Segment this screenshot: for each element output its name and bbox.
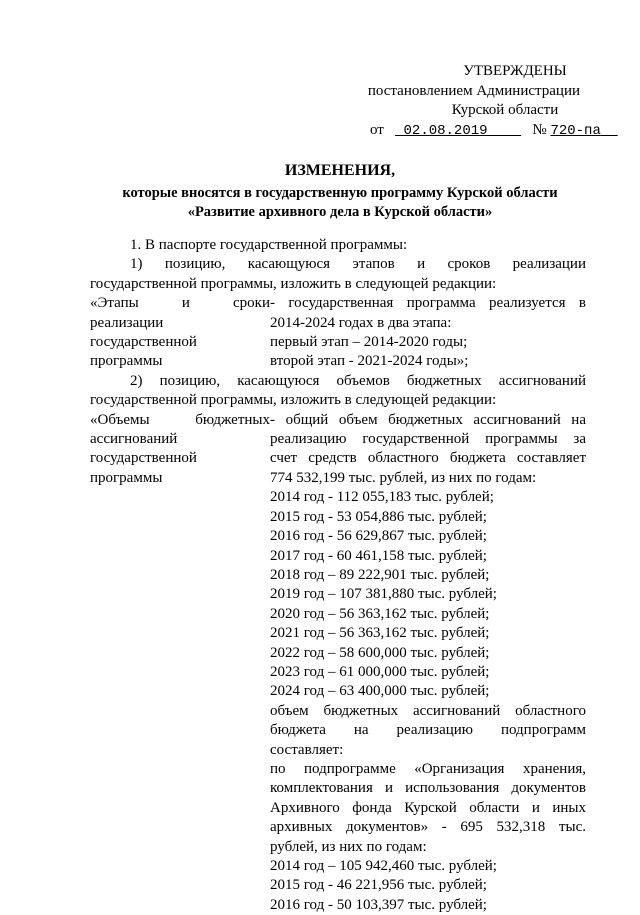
item-2-intro-cont: государственной программы, изложить в следующей редакции: — [90, 392, 497, 409]
item-2-intro: 2) позицию, касающуюся объемов бюджетных ассигнований — [130, 372, 586, 389]
item-2-right-cell: - общий объем бюджетных ассигнований на реализацию государственной программы за счет средств областного бюджета составляет 774 532,199 тыс. рублей, из них по годам: 2014 год - 112 055,183 тыс. рублей; 2015 год - 53 054,886 тыс. рублей; 2016 год - 56 629,867 тыс. рублей; 2017 год - 60 461,158 тыс. рублей; 2018 год – 89 222,901 тыс. рублей; 2019 год – 107 381,880 тыс. рублей; 2020 год – 56 363,162 тыс. рублей; 2021 год – 56 363,162 тыс. рублей; 2022 год – 58 600,000 тыс. рублей; 2023 год – 61 000,000 тыс. рублей; 2024 год – 63 400,000 тыс. рублей; объем бюджетных ассигнований областного бюджета на реализацию подпрограмм составляет: по подпрограмме «Организация хранения, комплектования и использования документов Архивного фонда Курской области и иных архивных документов» - 695 532,318 тыс. рублей, из них по годам: 2014 год – 105 942,460 тыс. рублей; 2015 год - 46 221,956 тыс. рублей; 2016 год - 50 103,397 тыс. рублей; — [270, 411, 586, 915]
document-body — [90, 236, 586, 915]
approval-block — [360, 62, 610, 141]
subprog-year-line: 2015 год - 46 221,956 тыс. рублей; — [270, 877, 487, 894]
item-2-table — [90, 411, 586, 915]
subtitle-line-1: которые вносятся в государственную программу Курской области — [122, 185, 558, 201]
item-1-table — [90, 294, 586, 372]
subprog-year-line: 2016 год - 50 103,397 тыс. рублей; — [270, 896, 487, 913]
changes-subtitle — [90, 184, 590, 222]
year-line: 2021 год – 56 363,162 тыс. рублей; — [270, 625, 490, 642]
item-1-intro-cont: государственной программы, изложить в следующей редакции: — [90, 275, 497, 292]
item-1-left-cell: «Этапы и сроки реализации государственной программы — [90, 295, 270, 370]
item-1-right-cell: - государственная программа реализуется в 2014-2024 годах в два этапа: первый этап – 2014-2020 годы; второй этап - 2021-2024 годы»; — [270, 295, 586, 370]
year-line: 2014 год - 112 055,183 тыс. рублей; — [270, 489, 494, 506]
year-line: 2016 год - 56 629,867 тыс. рублей; — [270, 528, 487, 545]
year-line: 2023 год – 61 000,000 тыс. рублей; — [270, 663, 490, 680]
year-line: 2017 год - 60 461,158 тыс. рублей; — [270, 547, 487, 564]
year-line: 2019 год – 107 381,880 тыс. рублей; — [270, 586, 497, 603]
subtitle-line-2: «Развитие архивного дела в Курской области» — [187, 204, 493, 220]
subprog-year-line: 2014 год – 105 942,460 тыс. рублей; — [270, 858, 497, 874]
year-line: 2020 год – 56 363,162 тыс. рублей; — [270, 605, 490, 622]
approval-line-1: постановлением Администрации — [367, 82, 580, 99]
number-sign: № — [532, 121, 547, 138]
item-1-intro: 1) позицию, касающуюся этапов и сроков реализации — [130, 256, 586, 273]
year-line: 2018 год – 89 222,901 тыс. рублей; — [270, 566, 490, 583]
year-line: 2024 год – 63 400,000 тыс. рублей; — [270, 683, 490, 700]
approval-title: УТВЕРЖДЕНЫ — [463, 63, 567, 79]
approval-date-line — [370, 121, 610, 142]
approval-date: 02.08.2019 — [403, 122, 488, 139]
year-line: 2022 год – 58 600,000 тыс. рублей; — [270, 644, 490, 661]
item-2-left-cell: «Объемы бюджетных ассигнований государственной программы — [90, 411, 270, 486]
year-line: 2015 год - 53 054,886 тыс. рублей; — [270, 508, 487, 525]
date-prefix: от — [370, 121, 384, 138]
approval-number: 720-па — [550, 122, 601, 139]
changes-title: ИЗМЕНЕНИЯ, — [284, 162, 396, 179]
section-1-heading: 1. В паспорте государственной программы: — [130, 237, 408, 253]
approval-line-2: Курской области — [451, 102, 559, 118]
